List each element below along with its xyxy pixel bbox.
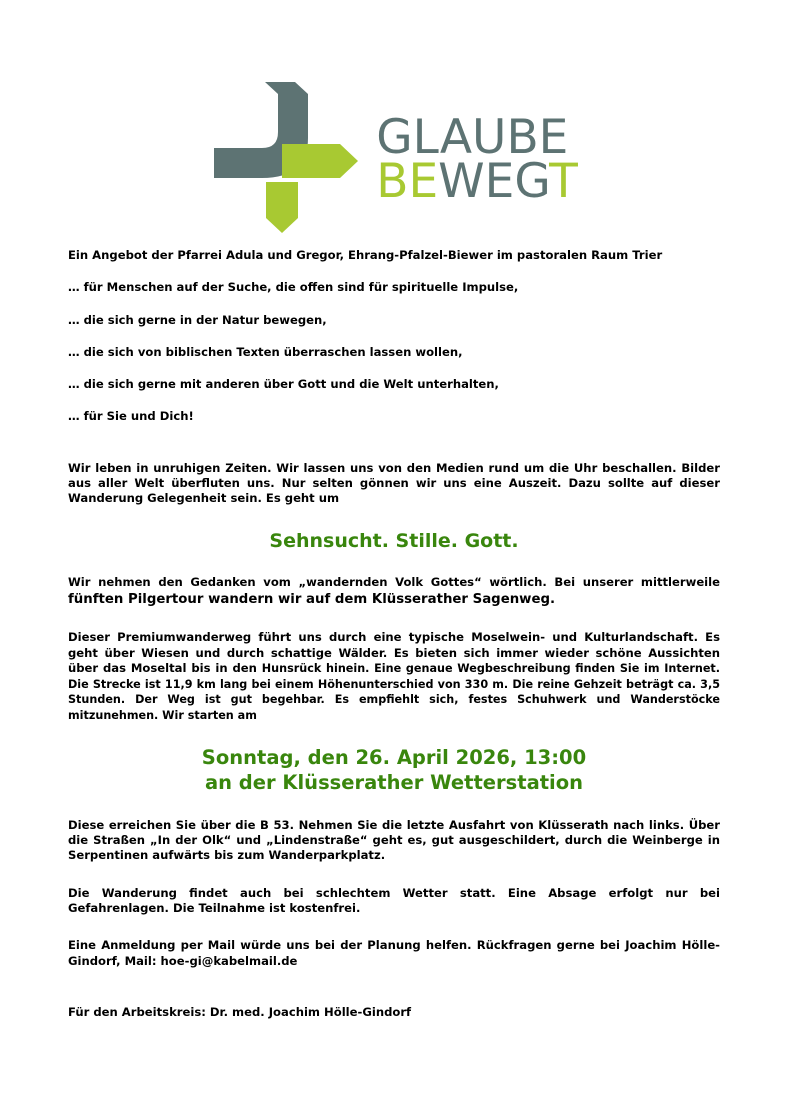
paragraph-wetter: Die Wanderung findet auch bei schlechtem Wetter statt. Eine Absage erfolgt nur bei Gefahrenlagen. Die Teilnahme ist kostenfrei. <box>68 885 720 916</box>
spacer <box>68 360 720 377</box>
heading-date-line2: an der Klüsserather Wetterstation <box>204 770 584 794</box>
spacer <box>68 969 720 1005</box>
intro-bullet-4: … die sich gerne mit anderen über Gott und die Welt unterhalten, <box>68 377 499 392</box>
intro-bullet-2: … die sich gerne in der Natur bewegen, <box>68 312 327 327</box>
logo-word-bewegt-be: BE <box>376 153 439 209</box>
logo-block <box>0 0 788 235</box>
paragraph-pilgertour-text-1: Wir nehmen den Gedanken vom „wandernden Volk Gottes“ wörtlich. Bei unserer mittlerweile <box>68 575 720 590</box>
cross-arrow-logo-icon <box>210 80 370 235</box>
spacer <box>68 916 720 938</box>
intro-bullet-3: … die sich von biblischen Texten überraschen lassen wollen, <box>68 344 463 359</box>
logo-word-bewegt <box>376 153 578 209</box>
heading-date-line1: Sonntag, den 26. April 2026, 13:00 <box>201 745 587 769</box>
spacer <box>68 392 720 409</box>
paragraph-route-hunsrueck: Hunsrück <box>261 661 322 675</box>
spacer <box>68 425 720 461</box>
paragraph-route-text-2: hinein. Eine genaue Wegbeschreibung finden Sie im Internet. Die Strecke ist 11,9 km lang bei einem Höhenunterschied von 330 m. Die reine Gehzeit beträgt ca. 3,5 Stunden. Der Weg ist gut begehbar. Es empfiehlt sich, festes Schuhwerk und Wanderstöcke mitzunehmen. Wir starten am <box>68 661 721 723</box>
logo-word-bewegt-weg: WEG <box>438 153 550 209</box>
paragraph-anmeldung: Eine Anmeldung per Mail würde uns bei der Planung helfen. Rückfragen gerne bei Joachim Hölle-Gindorf, Mail: hoe-gi@kabelmail.de <box>68 938 720 968</box>
paragraph-route-text-1: Dieser Premiumwanderweg führt uns durch eine typische Moselwein- und Kulturlandschaft. Es geht über Wiesen und durch schattige Wälder. Es bieten sich immer wieder schöne Aussichten über das Moseltal bis in den <box>68 630 720 675</box>
signature-line: Für den Arbeitskreis: Dr. med. Joachim Hölle-Gindorf <box>68 1004 412 1019</box>
intro-bullet-5: … für Sie und Dich! <box>68 409 194 424</box>
flyer-body <box>68 248 720 1020</box>
offer-line: Ein Angebot der Pfarrei Adula und Gregor, Ehrang-Pfalzel-Biewer im pastoralen Raum Trier <box>68 248 663 262</box>
intro-bullet-1: … für Menschen auf der Suche, die offen sind für spirituelle Impulse, <box>68 280 519 295</box>
spacer <box>68 507 720 529</box>
glaube-bewegt-logo <box>210 80 578 235</box>
logo-wordmark <box>376 109 578 209</box>
paragraph-pilgertour-text-2: fünften Pilgertour wandern wir auf dem Klüsserather Sagenweg. <box>68 591 556 607</box>
spacer <box>68 724 720 746</box>
spacer <box>68 864 720 886</box>
heading-motto: Sehnsucht. Stille. Gott. <box>269 529 519 552</box>
logo-word-bewegt-t: T <box>549 153 578 209</box>
paragraph-anfahrt: Diese erreichen Sie über die B 53. Nehmen Sie die letzte Ausfahrt von Klüsserath nach links. Über die Straßen „In der Olk“ und „Lindenstraße“ geht es, gut ausgeschildert, durch die Weinberge in Serpentinen aufwärts bis zum Wanderparkplatz. <box>68 817 720 863</box>
spacer <box>68 796 720 818</box>
spacer <box>68 296 720 313</box>
spacer <box>68 263 720 280</box>
paragraph-premiumwanderweg <box>68 630 720 724</box>
spacer <box>68 608 720 630</box>
spacer <box>68 328 720 345</box>
paragraph-pilgertour <box>68 575 720 608</box>
logo-word-glaube: GLAUBE <box>376 109 569 165</box>
spacer <box>68 553 720 575</box>
paragraph-unruhige-zeiten: Wir leben in unruhigen Zeiten. Wir lassen uns von den Medien rund um die Uhr beschallen. Bilder aus aller Welt überfluten uns. Nur selten gönnen wir uns eine Auszeit. Dazu sollte auf dieser Wanderung Gelegenheit sein. Es geht um <box>68 460 720 506</box>
